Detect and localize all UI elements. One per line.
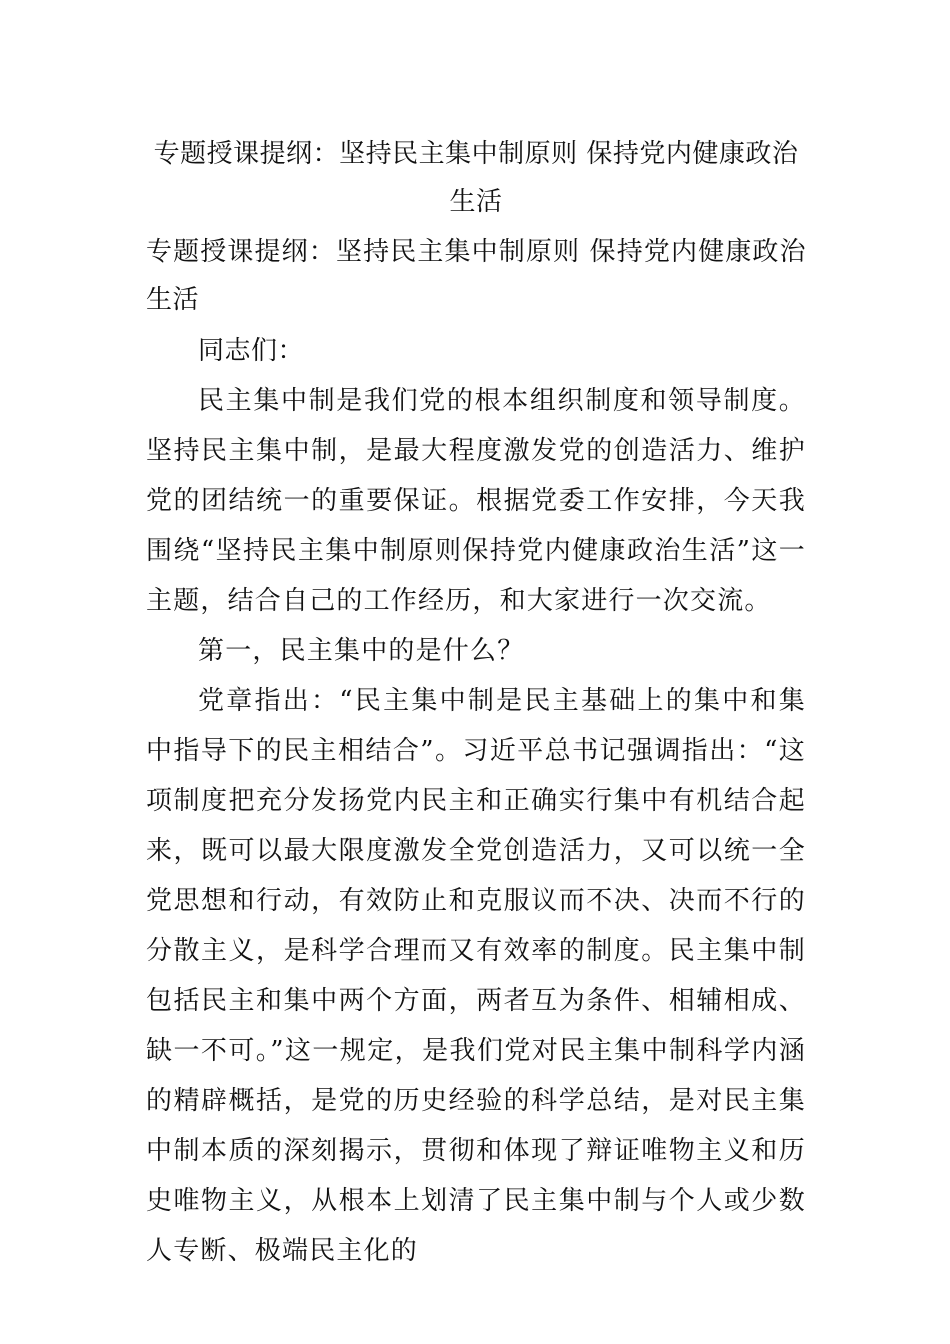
paragraph-intro: 民主集中制是我们党的根本组织制度和领导制度。坚持民主集中制，是最大程度激发党的创造活力、维护党的团结统一的重要保证。根据党委工作安排，今天我围绕“坚持民主集中制原则保持党内健康政治生活”这一主题，结合自己的工作经历，和大家进行一次交流。	[146, 386, 806, 616]
paragraph-party-constitution: 党章指出：“民主集中制是民主基础上的集中和集中指导下的民主相结合”。习近平总书记强调指出：“这项制度把充分发扬党内民主和正确实行集中有机结合起来，既可以最大限度激发全党创造活力，又可以统一全党思想和行动，有效防止和克服议而不决、决而不行的分散主义，是科学合理而又有效率的制度。民主集中制包括民主和集中两个方面，两者互为条件、相辅相成、缺一不可。”这一规定，是我们党对民主集中制科学内涵的精辟概括，是党的历史经验的科学总结，是对民主集中制本质的深刻揭示，贯彻和体现了辩证唯物主义和历史唯物主义，从根本上划清了民主集中制与个人或少数人专断、极端民主化的	[146, 686, 806, 1266]
document-title: 专题授课提纲：坚持民主集中制原则 保持党内健康政治生活	[153, 139, 799, 217]
section-heading-first: 第一，民主集中的是什么？	[198, 636, 525, 666]
document-page	[146, 130, 806, 1276]
document-subtitle: 专题授课提纲：坚持民主集中制原则 保持党内健康政治生活	[146, 237, 806, 315]
salutation: 同志们：	[198, 336, 305, 366]
